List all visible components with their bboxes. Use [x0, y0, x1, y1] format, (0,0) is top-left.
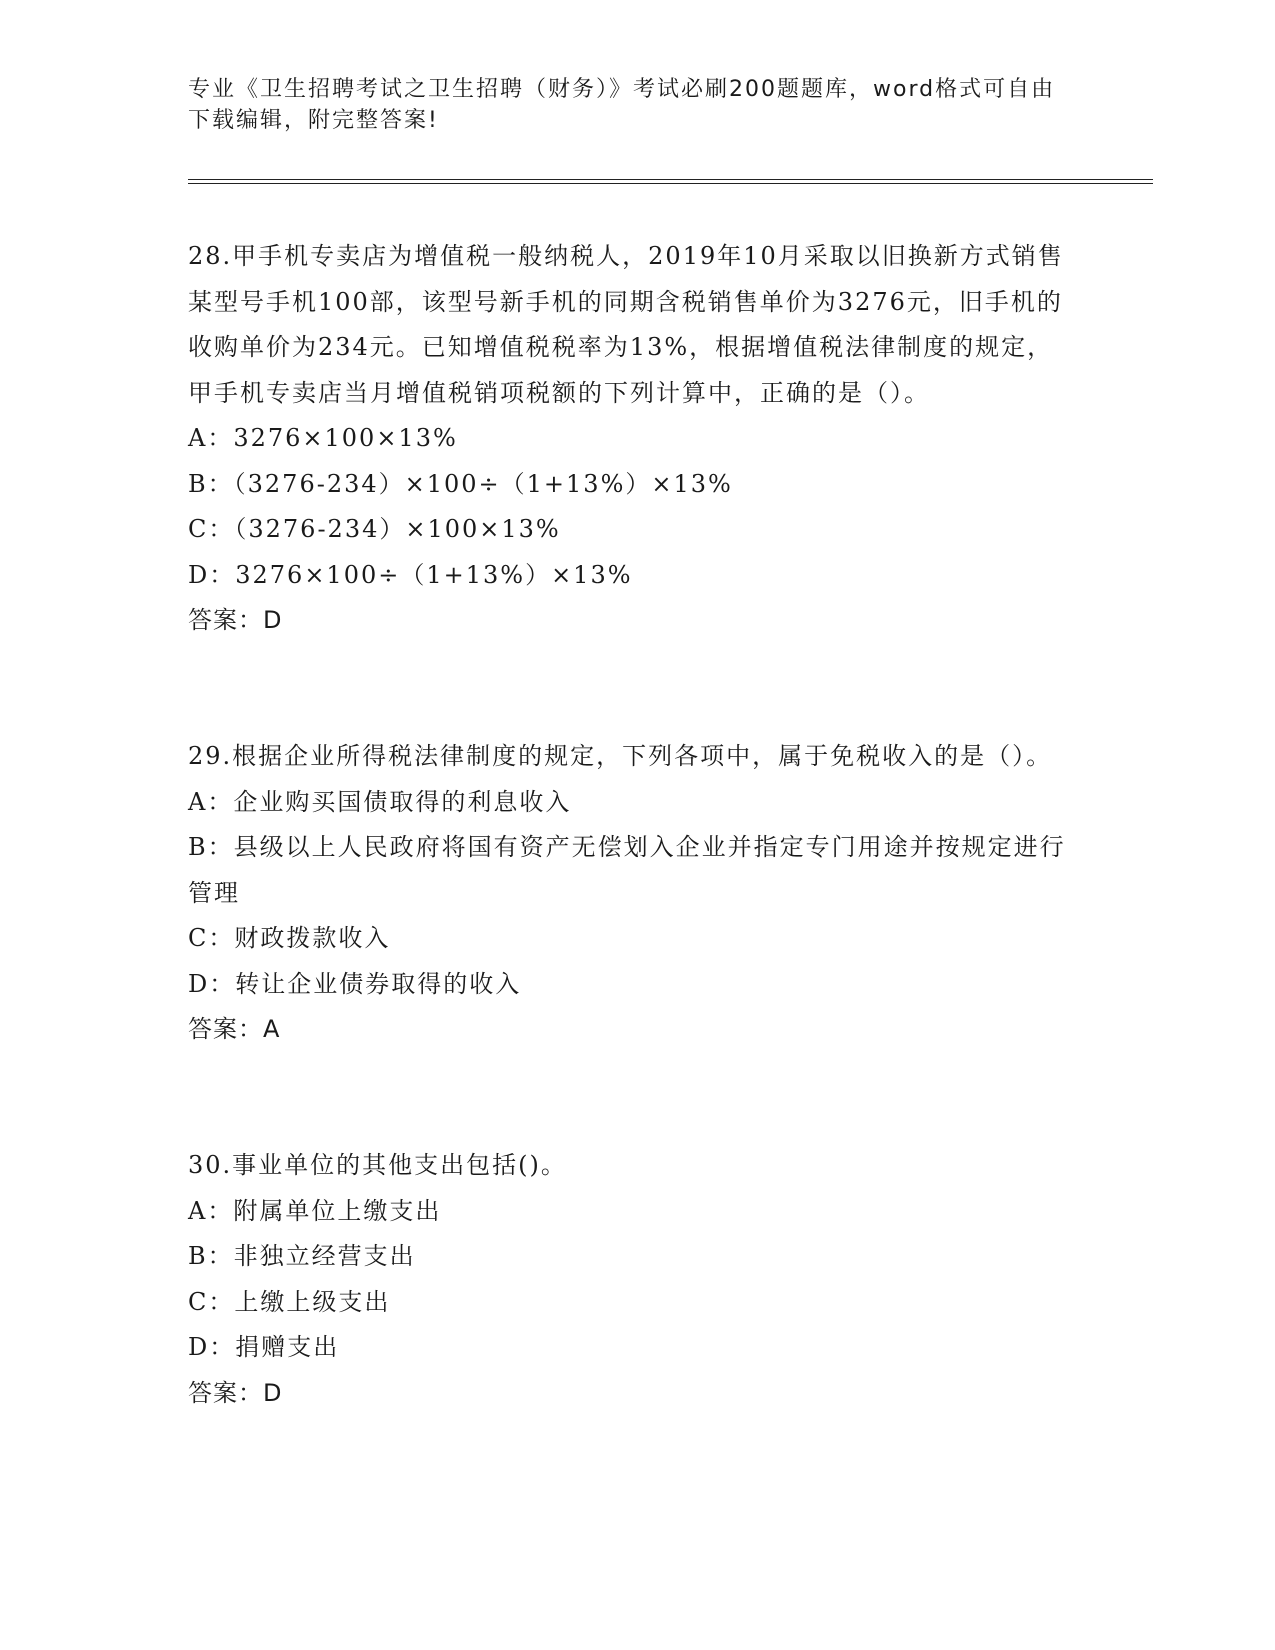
option-c: C：（3276-234）×100×13%	[188, 515, 561, 543]
option-c: C：上缴上级支出	[188, 1287, 391, 1316]
question-28	[188, 234, 1078, 644]
option-b: B：非独立经营支出	[188, 1242, 416, 1270]
option-a: A：企业购买国债取得的利息收入	[188, 787, 572, 816]
option-a: A：3276×100×13%	[188, 424, 458, 452]
question-stem: 29.根据企业所得税法律制度的规定，下列各项中，属于免税收入的是（）。	[188, 742, 1053, 770]
option-d: D：转让企业债券取得的收入	[188, 969, 522, 998]
question-29	[188, 734, 1078, 1053]
option-b: B：县级以上人民政府将国有资产无偿划入企业并指定专门用途并按规定进行管理	[188, 833, 1066, 907]
header-divider-top	[188, 179, 1153, 180]
answer-line: 答案：A	[188, 1015, 281, 1043]
option-c: C：财政拨款收入	[188, 924, 391, 952]
option-d: D：3276×100÷（1+13%）×13%	[188, 560, 633, 589]
document-header	[188, 74, 1068, 136]
answer-line: 答案：D	[188, 1378, 283, 1407]
question-stem: 28.甲手机专卖店为增值税一般纳税人，2019年10月采取以旧换新方式销售某型号手机100部，该型号新手机的同期含税销售单价为3276元，旧手机的收购单价为234元。已知增值税税率为13%，根据增值税法律制度的规定，甲手机专卖店当月增值税销项税额的下列计算中，正确的是（）。	[188, 242, 1064, 407]
option-a: A：附属单位上缴支出	[188, 1196, 442, 1225]
option-b: B：（3276-234）×100÷（1+13%）×13%	[188, 469, 733, 498]
option-d: D：捐赠支出	[188, 1333, 340, 1361]
answer-line: 答案：D	[188, 606, 283, 634]
question-stem: 30.事业单位的其他支出包括()。	[188, 1151, 567, 1179]
header-title: 专业《卫生招聘考试之卫生招聘（财务）》考试必刷200题题库，word格式可自由下载编辑，附完整答案!	[188, 77, 1056, 133]
header-divider-bottom	[188, 183, 1153, 184]
question-30	[188, 1143, 1078, 1416]
